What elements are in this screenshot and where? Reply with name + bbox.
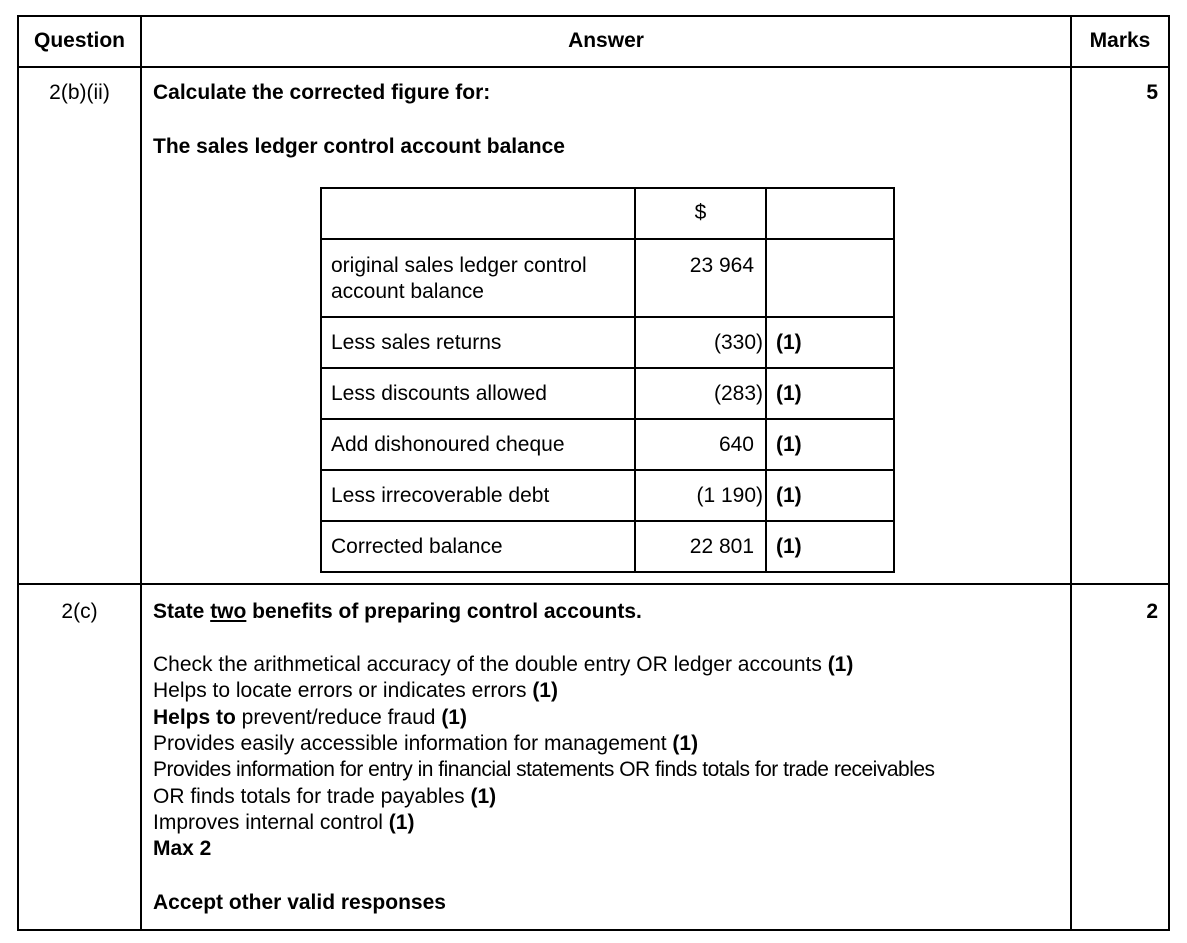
answer-mark: (1) — [672, 732, 699, 755]
answer-text: Helps to locate errors or indicates errors — [153, 679, 533, 702]
answer-line — [153, 810, 414, 836]
heading-underlined: two — [210, 600, 247, 623]
inner-col-line — [634, 187, 636, 573]
table-row-label: Less irrecoverable debt — [331, 484, 550, 507]
question-col-border — [140, 15, 142, 931]
table-row-value: 23 964 — [689, 254, 754, 277]
inner-row-line — [320, 520, 895, 522]
answer-text: prevent/reduce fraud — [235, 706, 442, 729]
inner-table-bottom — [320, 571, 895, 573]
accept-note: Accept other valid responses — [153, 891, 446, 914]
currency-header: $ — [694, 201, 707, 224]
table-row-label: Add dishonoured cheque — [331, 433, 565, 456]
inner-table-top — [320, 187, 895, 189]
question-subheading: The sales ledger control account balance — [153, 135, 565, 158]
table-row-mark: (1) — [776, 433, 802, 456]
table-top-border — [17, 15, 1170, 17]
inner-col-line — [765, 187, 767, 573]
inner-row-line — [320, 316, 895, 318]
inner-row-line — [320, 238, 895, 240]
marks-col-border — [1070, 15, 1072, 931]
header-question: Question — [33, 29, 125, 52]
answer-text: Provides easily accessible information for management — [153, 732, 673, 755]
answer-mark: (1) — [388, 811, 415, 834]
header-bottom-border — [17, 66, 1170, 68]
inner-row-line — [320, 469, 895, 471]
answer-line — [153, 784, 496, 810]
answer-line — [153, 705, 467, 731]
table-row-value: 640 — [718, 433, 754, 456]
question-heading: Calculate the corrected figure for: — [153, 81, 491, 104]
answer-pre: Helps to — [153, 706, 236, 729]
answer-mark: (1) — [532, 679, 558, 702]
table-row-value: (330) — [713, 331, 763, 354]
table-row-label: account balance — [331, 280, 484, 303]
question-marks: 2 — [1146, 600, 1158, 623]
inner-row-line — [320, 367, 895, 369]
heading-pre: State — [153, 600, 211, 623]
answer-mark: (1) — [470, 785, 497, 808]
question-marks: 5 — [1146, 81, 1158, 104]
answer-text: OR finds totals for trade payables — [153, 785, 471, 808]
table-bottom-border — [17, 929, 1170, 931]
answer-mark: (1) — [441, 706, 467, 729]
table-row-value: 22 801 — [689, 535, 754, 558]
row-divider — [17, 583, 1170, 585]
answer-text: Check the arithmetical accuracy of the double entry OR ledger accounts — [153, 653, 828, 676]
table-right-border — [1168, 15, 1170, 931]
answer-line — [153, 731, 698, 757]
table-row-label: original sales ledger control — [331, 254, 587, 277]
max-marks-note: Max 2 — [153, 837, 212, 860]
answer-line — [153, 652, 853, 678]
table-row-value: (1 190) — [696, 484, 763, 507]
question-number: 2(b)(ii) — [49, 81, 110, 104]
inner-row-line — [320, 418, 895, 420]
answer-text: Provides information for entry in financial statements OR finds totals for trade receivables — [153, 758, 935, 781]
heading-post: benefits of preparing control accounts. — [246, 600, 642, 623]
table-row-label: Less discounts allowed — [331, 382, 547, 405]
answer-mark: (1) — [827, 653, 854, 676]
header-answer: Answer — [568, 29, 644, 52]
header-marks: Marks — [1089, 29, 1151, 52]
table-row-mark: (1) — [776, 382, 802, 405]
table-row-mark: (1) — [776, 331, 802, 354]
question-number: 2(c) — [61, 600, 98, 623]
table-row-mark: (1) — [776, 484, 802, 507]
table-row-label: Corrected balance — [331, 535, 503, 558]
inner-col-line — [893, 187, 895, 573]
answer-line — [153, 678, 558, 704]
table-row-label: Less sales returns — [331, 331, 502, 354]
table-left-border — [17, 15, 19, 931]
table-row-value: (283) — [713, 382, 763, 405]
table-row-mark: (1) — [776, 535, 802, 558]
question-heading — [153, 599, 642, 625]
answer-line — [153, 757, 935, 783]
answer-text: Improves internal control — [153, 811, 389, 834]
inner-col-line — [320, 187, 322, 573]
